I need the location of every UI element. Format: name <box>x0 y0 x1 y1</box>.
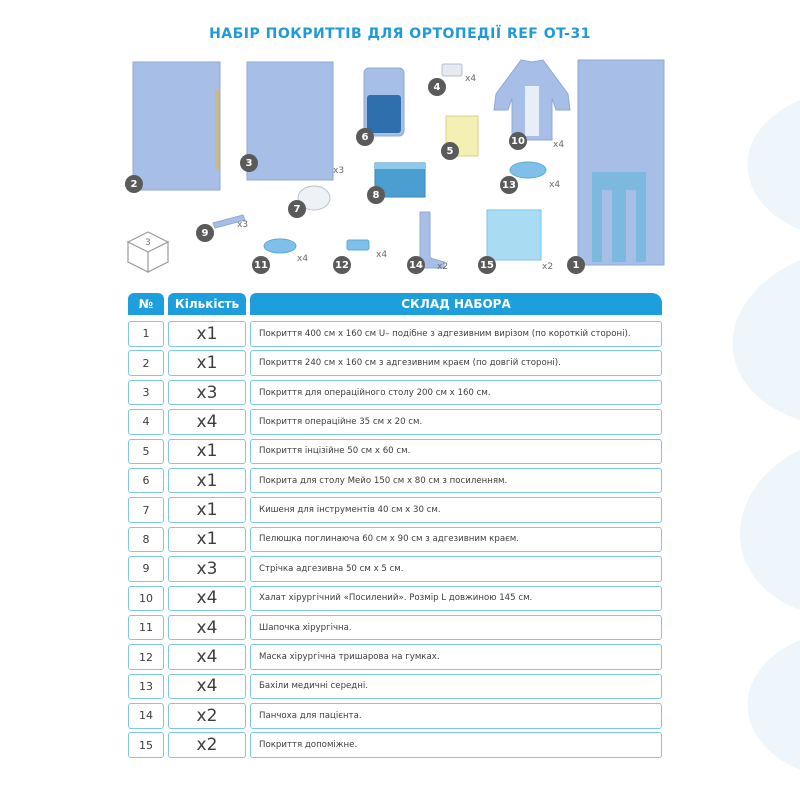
cell-desc: Халат хірургічний «Посилений». Розмір L довжиною 145 см. <box>250 586 662 612</box>
table-row <box>128 674 662 700</box>
page-title <box>0 26 800 42</box>
cell-num: 1 <box>128 321 164 347</box>
title-main: НАБІР ПОКРИТТІВ ДЛЯ ОРТОПЕДІЇ <box>209 26 507 42</box>
cell-qty: x1 <box>168 527 246 553</box>
cell-desc: Покриття для операційного столу 200 см х 160 см. <box>250 380 662 406</box>
drape-2-shape <box>133 62 220 190</box>
cell-num: 2 <box>128 350 164 376</box>
cell-num: 10 <box>128 586 164 612</box>
badge-1: 1 <box>567 256 585 274</box>
cell-desc: Покриття допоміжне. <box>250 732 662 758</box>
cell-desc: Покрита для столу Мейо 150 см х 80 см з посиленням. <box>250 468 662 494</box>
table-body <box>128 321 662 758</box>
tag-10: x4 <box>553 140 565 150</box>
badge-14: 14 <box>407 256 425 274</box>
cell-qty: x4 <box>168 615 246 641</box>
cell-num: 12 <box>128 644 164 670</box>
cell-desc: Пелюшка поглинаюча 60 см х 90 см з адгезивним краєм. <box>250 527 662 553</box>
cell-desc: Стрічка адгезивна 50 см х 5 см. <box>250 556 662 582</box>
product-illustration <box>0 50 800 280</box>
cell-desc: Кишеня для інструментів 40 см х 30 см. <box>250 497 662 523</box>
badge-4: 4 <box>428 78 446 96</box>
table-row <box>128 439 662 465</box>
header-qty: Кількість <box>168 293 246 315</box>
table-header <box>128 293 662 315</box>
cell-qty: x3 <box>168 556 246 582</box>
tag-13: x4 <box>549 180 561 190</box>
cell-qty: x4 <box>168 409 246 435</box>
cell-num: 7 <box>128 497 164 523</box>
table-row <box>128 586 662 612</box>
cell-qty: x1 <box>168 497 246 523</box>
table-row <box>128 497 662 523</box>
header-desc: СКЛАД НАБОРА <box>250 293 662 315</box>
badge-8: 8 <box>367 186 385 204</box>
table-row <box>128 615 662 641</box>
table-row <box>128 468 662 494</box>
table-row <box>128 732 662 758</box>
badge-15: 15 <box>478 256 496 274</box>
badge-13: 13 <box>500 176 518 194</box>
tag-11: x4 <box>297 254 309 264</box>
badge-7: 7 <box>288 200 306 218</box>
items-drawing <box>0 50 800 280</box>
badge-9: 9 <box>196 224 214 242</box>
table-row <box>128 644 662 670</box>
cell-num: 13 <box>128 674 164 700</box>
composition-table <box>128 293 662 762</box>
cell-num: 4 <box>128 409 164 435</box>
tag-9: x3 <box>237 220 249 230</box>
cell-qty: x1 <box>168 468 246 494</box>
table-row <box>128 703 662 729</box>
cell-num: 5 <box>128 439 164 465</box>
cell-qty: x3 <box>168 380 246 406</box>
cell-qty: x1 <box>168 350 246 376</box>
table-row <box>128 527 662 553</box>
badge-5: 5 <box>441 142 459 160</box>
cell-num: 3 <box>128 380 164 406</box>
title-ref: REF OT-31 <box>506 26 591 42</box>
cell-qty: x4 <box>168 586 246 612</box>
cell-qty: x4 <box>168 644 246 670</box>
table-row <box>128 556 662 582</box>
cell-qty: x2 <box>168 732 246 758</box>
tag-12: x4 <box>376 250 388 260</box>
cell-desc: Покриття операційне 35 см х 20 см. <box>250 409 662 435</box>
cell-qty: x4 <box>168 674 246 700</box>
table-row <box>128 350 662 376</box>
cell-desc: Бахіли медичні середні. <box>250 674 662 700</box>
cell-num: 8 <box>128 527 164 553</box>
cell-desc: Покриття 400 см х 160 см U– подібне з адгезивним вирізом (по короткій стороні). <box>250 321 662 347</box>
box-number: 3 <box>145 238 151 248</box>
badge-3: 3 <box>240 154 258 172</box>
badge-6: 6 <box>356 128 374 146</box>
cell-desc: Покриття інцізійне 50 см х 60 см. <box>250 439 662 465</box>
tag-14: x2 <box>437 262 449 272</box>
cell-num: 14 <box>128 703 164 729</box>
tag-3: x3 <box>333 166 345 176</box>
badge-10: 10 <box>509 132 527 150</box>
cell-num: 15 <box>128 732 164 758</box>
badge-2: 2 <box>125 175 143 193</box>
table-row <box>128 380 662 406</box>
cell-qty: x1 <box>168 439 246 465</box>
table-row <box>128 409 662 435</box>
table-row <box>128 321 662 347</box>
cell-qty: x2 <box>168 703 246 729</box>
cell-num: 6 <box>128 468 164 494</box>
cell-num: 9 <box>128 556 164 582</box>
tag-4: x4 <box>465 74 477 84</box>
cell-qty: x1 <box>168 321 246 347</box>
header-num: № <box>128 293 164 315</box>
cell-desc: Маска хірургічна тришарова на гумках. <box>250 644 662 670</box>
cell-desc: Покриття 240 см х 160 см з адгезивним краєм (по довгій стороні). <box>250 350 662 376</box>
cell-desc: Шапочка хірургічна. <box>250 615 662 641</box>
drape-3-shape <box>247 62 333 180</box>
badge-12: 12 <box>333 256 351 274</box>
tag-15: x2 <box>542 262 554 272</box>
cell-desc: Панчоха для пацієнта. <box>250 703 662 729</box>
badge-11: 11 <box>252 256 270 274</box>
cell-num: 11 <box>128 615 164 641</box>
